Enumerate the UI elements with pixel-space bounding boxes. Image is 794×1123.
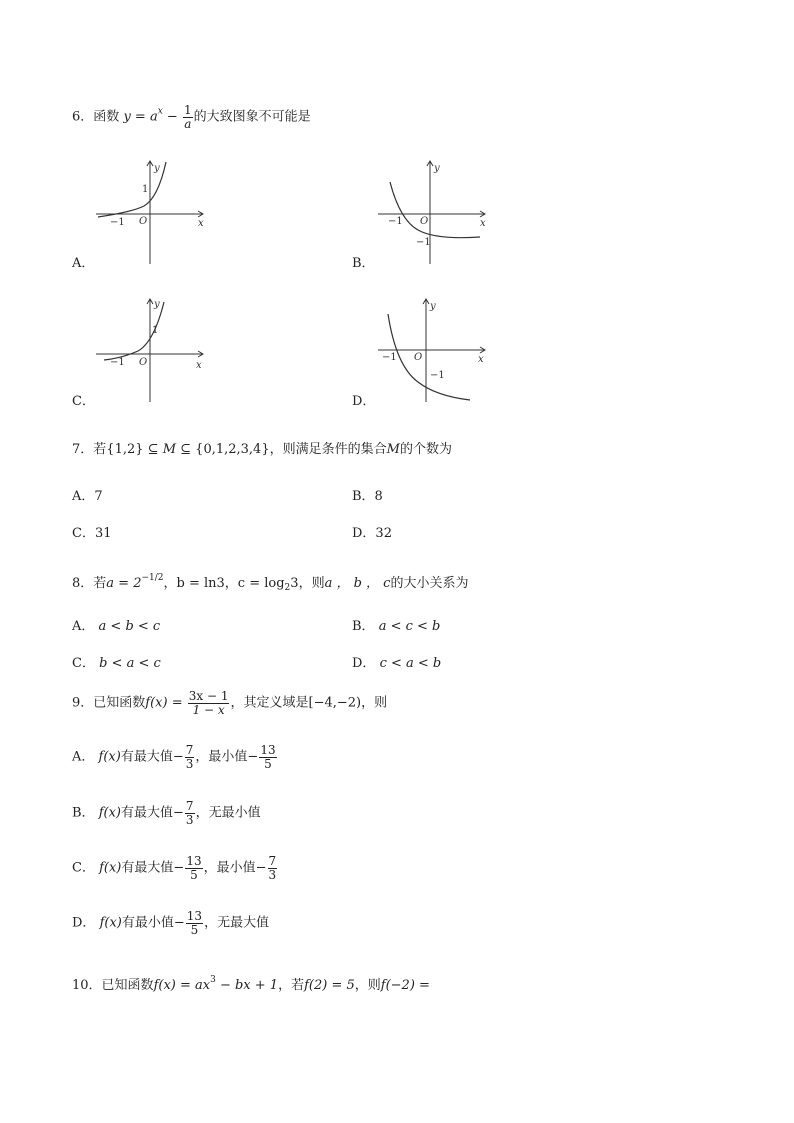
q9-b-minus1: − [173,805,184,821]
q8-d-label: D． [352,656,376,671]
graph-a-x-label: x [198,218,204,229]
q6-exp: x [157,106,163,117]
q7-set1: {1,2} [106,442,144,457]
q6-frac-num: 1 [183,103,192,117]
q9-d-label: D． [72,915,96,931]
q6-option-a: A． [72,256,95,271]
q7-M2: M [386,442,400,457]
graph-b-tick-neg1: −1 [388,216,403,227]
q9-c-n2: 7 [268,854,277,868]
graph-b-y-label: y [434,163,440,174]
q9-a-t1: 有最大值 [120,749,173,765]
q6-suffix: 的大致图象不可能是 [193,109,311,125]
q9-a-f: f(x) [98,749,121,765]
q9-stem [72,690,387,716]
q6-minus: − [162,109,182,125]
graph-c-svg [92,296,212,406]
q8-a-eq: a = 2 [106,576,142,591]
q9-a-d2: 5 [264,756,272,771]
q10-ask: f(−2) = [380,978,430,993]
graph-d-svg [374,296,494,406]
q9-a-d1: 3 [185,756,194,771]
q9-b-frac1 [185,800,195,826]
graph-b-tick-minus1: −1 [416,237,431,248]
q7-option-a: A．7 [72,489,103,504]
q10-text-a: 已知函数 [101,978,154,993]
q9-option-b [72,800,261,826]
q10-stem [72,974,430,993]
q6-graph-d [374,296,494,406]
q9-text-a: 已知函数 [93,695,146,711]
q9-option-d [72,910,269,936]
graph-d-tick-minus1: −1 [430,370,445,381]
graph-a-svg [92,158,212,268]
q8-number: 8． [72,576,94,591]
q9-option-a [72,744,278,770]
q9-c-minus2: − [255,860,267,876]
q9-b-t1: 有最大值 [121,805,174,821]
q9-c-d2: 3 [268,867,277,882]
q9-c-minus1: − [173,860,185,876]
q7-text-b: ，则满足条件的集合 [269,442,387,457]
q9-d-d1: 5 [190,922,199,937]
graph-a-tick-1: 1 [142,184,149,195]
q9-c-frac1 [185,855,202,881]
graph-b-svg [374,158,494,268]
q8-a-exp: −1/2 [141,573,164,583]
graph-d-tick-neg1: −1 [382,352,397,363]
q9-den: 1 − x [192,702,225,717]
q9-a-t2: ，最小值 [195,749,248,765]
q9-a-frac1 [185,744,195,770]
q9-c-frac2 [268,855,278,881]
q7-text-a: 若 [93,442,107,457]
q8-option-c [72,652,161,671]
q6-option-b: B． [352,256,375,271]
q8-option-d [352,652,441,671]
q9-a-n2: 13 [260,743,276,757]
q9-b-f: f(x) [98,805,121,821]
q6-option-d: D． [352,394,376,409]
q8-stem [72,572,468,593]
q8-b-text: a < c < b [378,619,441,634]
q9-b-label: B． [72,805,95,821]
graph-c-y-label: y [154,299,160,310]
graph-c-x-label: x [196,360,202,371]
q8-d-text: c < a < b [379,656,442,671]
q6-stem [72,104,311,130]
graph-a-tick-neg1: −1 [110,217,125,228]
q7-stem [72,438,452,457]
q9-fx: f(x) = [145,695,187,711]
q8-a-label: A． [72,619,95,634]
q9-a-label: A． [72,749,95,765]
q9-c-n1: 13 [186,854,202,868]
q6-option-c: C． [72,394,95,409]
q6-prefix: 函数 [93,109,120,125]
q9-option-c [72,855,278,881]
q9-c-d1: 5 [190,867,198,882]
q9-a-n1: 7 [185,743,194,757]
q9-d-t2: ，无最大值 [204,915,270,931]
q9-b-d1: 3 [185,812,194,827]
graph-a-y-label: y [154,163,160,174]
q9-c-t1: 有最大值 [121,860,174,876]
q8-c-text: b < a < c [99,656,161,671]
q6-graph-b [374,158,494,268]
q9-text-c: ，则 [361,695,388,711]
q9-d-f: f(x) [99,915,122,931]
q7-option-c: C．31 [72,526,112,541]
graph-b-origin: O [420,216,429,227]
q8-a-text: a < b < c [98,619,161,634]
q7-number: 7． [72,442,94,457]
graph-b-curve [390,182,480,238]
q10-cond: f(2) = 5 [304,978,355,993]
q7-set2: {0,1,2,3,4} [195,442,270,457]
q6-number: 6． [72,109,94,125]
q7-text-c: 的个数为 [399,442,452,457]
q9-b-n1: 7 [185,799,194,813]
graph-b-x-label: x [480,218,486,229]
graph-a-origin: O [139,216,148,227]
q9-domain: [−4,−2) [308,695,362,711]
q8-c-label: C． [72,656,95,671]
q10-fx: f(x) = ax [153,978,211,993]
graph-c-tick-neg1: −1 [110,357,125,368]
q9-d-frac1 [186,910,203,936]
q9-fraction [188,690,230,716]
q8-b-eq: ，b = ln3 [163,576,225,591]
q8-text-a: 若 [93,576,107,591]
q9-number: 9． [72,695,94,711]
q7-option-d: D．32 [352,526,392,541]
q7-subset2: ⊆ [176,442,196,457]
q9-b-t2: ，无最小值 [195,805,261,821]
q7-subset1: ⊆ [143,442,163,457]
q9-c-f: f(x) [99,860,122,876]
q9-a-minus1: − [172,749,184,765]
q10-text-c: ，则 [354,978,381,993]
q8-vars: a ， b ， c [324,576,391,591]
q9-c-t2: ，最小值 [203,860,256,876]
q9-d-n1: 13 [186,909,203,923]
q10-number: 10． [72,978,102,993]
q9-c-label: C． [72,860,95,876]
q6-graph-c [92,296,212,406]
q7-M: M [162,442,176,457]
q9-a-frac2 [259,744,276,770]
q6-graph-a [92,158,212,268]
graph-c-tick-1: 1 [152,325,159,336]
q8-c-eq: ，c = log [224,576,285,591]
q8-c-tail: 3 [290,576,299,591]
q9-a-minus2: − [247,749,259,765]
q9-num: 3x − 1 [188,689,229,703]
q8-text-b: ，则 [298,576,325,591]
q10-text-b: ，若 [278,978,305,993]
q8-text-c: 的大小关系为 [390,576,469,591]
q6-fraction [183,104,193,130]
q8-b-label: B． [352,619,375,634]
q9-d-t1: 有最小值 [121,915,174,931]
q10-rest: − bx + 1 [215,978,279,993]
q9-text-b: ，其定义域是 [230,695,309,711]
q6-frac-den: a [184,116,192,131]
q8-option-a [72,615,160,634]
graph-d-y-label: y [430,301,436,312]
q6-formula-lhs: y = a [123,109,158,125]
q7-option-b: B．8 [352,489,383,504]
q9-d-minus1: − [173,915,185,931]
graph-d-origin: O [414,352,423,363]
q8-option-b [352,615,440,634]
q8-c-sub: 2 [284,583,291,593]
graph-c-origin: O [139,357,148,368]
q10-exp: 3 [210,975,216,985]
graph-d-curve [388,314,470,400]
graph-d-x-label: x [478,354,484,365]
